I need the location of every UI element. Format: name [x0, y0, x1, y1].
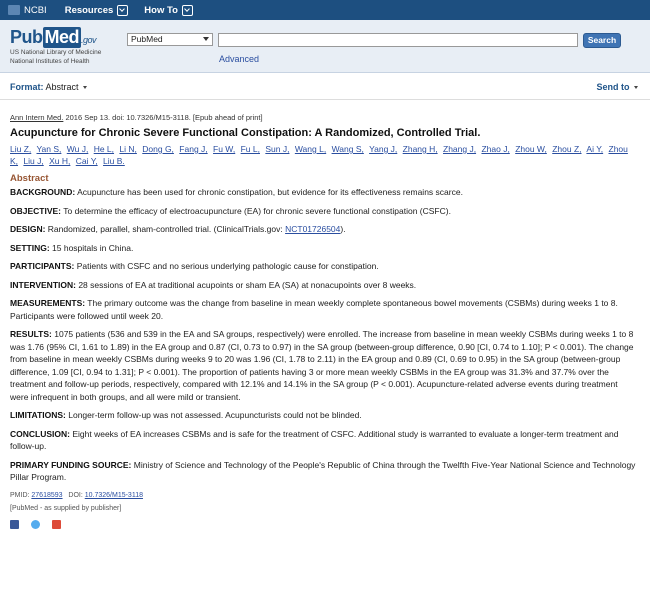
abstract-section [10, 260, 638, 273]
citation [10, 113, 638, 122]
search-input[interactable] [218, 33, 578, 47]
abstract-section [10, 205, 638, 218]
logo-gov: .gov [81, 35, 97, 45]
section-text: Ministry of Science and Technology of the People's Republic of China through the Twelfth Five-Year National Science and Technology Pillar Program. [10, 459, 636, 482]
section-text: 1075 patients (536 and 539 in the EA and SA groups, respectively) were enrolled. The increase from baseline in mean weekly CSBMs during weeks 1 to 8 was 1.76 (95% CI, 1.61 to 1.89) in the EA group and 0.87 (CI, 0.73 to 0.97) in the SA group (between-group difference, 0.90 [CI, 0.74 to 1.10]; P < 0.001). The change from baseline in mean weekly CSBMs during weeks 9 to 20 was 1.96 (CI, 1.78 to 2.11) in the EA group and 0.89 (CI, 0.69 to 0.95) in the SA group (between-group difference, 1.09 [CI, 0.94 to 1.31]; P < 0.001). The proportion of patients having 3 or more mean weekly CSBMs in the EA group was 31.3% and 37.7% over the treatment and follow-up periods, respectively, compared with 12.1% and 14.1% in the SA group (P < 0.001). Acupuncture-related adverse events during treatment were infrequent in both groups, and all were mild or transient. [10, 329, 634, 402]
logo-med: Med [44, 27, 79, 47]
section-label: DESIGN: [10, 224, 46, 234]
abstract-section [10, 428, 638, 453]
resources-menu[interactable] [65, 5, 129, 16]
format-bar [0, 73, 650, 100]
source-note: [PubMed - as supplied by publisher] [10, 504, 122, 512]
section-text: Acupuncture has been used for chronic constipation, but evidence for its effectiveness remains scarce. [75, 187, 463, 197]
section-label: SETTING: [10, 242, 50, 253]
abstract-section [10, 297, 638, 322]
author-link[interactable]: Liu Z, [10, 144, 32, 154]
logo-subtitle-1: US National Library of Medicine [10, 49, 102, 56]
abstract-body [10, 186, 638, 484]
author-link[interactable]: Fu L, [240, 144, 260, 154]
ncbi-logo[interactable] [8, 5, 47, 16]
resources-label: Resources [64, 4, 114, 16]
citation-details: 2016 Sep 13. doi: 10.7326/M15-3118. [Epub ahead of print] [63, 113, 263, 122]
format-value: Abstract [45, 82, 79, 92]
google-plus-icon[interactable] [52, 520, 61, 529]
abstract-section [10, 409, 638, 422]
abstract-section [10, 242, 638, 255]
chevron-down-icon [117, 5, 128, 16]
section-label: PARTICIPANTS: [10, 261, 75, 271]
abstract-section [10, 459, 638, 484]
section-text: The primary outcome was the change from baseline in mean weekly complete spontaneous bowel movements (CSBMs) during weeks 1 to 8. Participants were followed until week 20. [10, 298, 618, 321]
author-link[interactable]: Li N, [119, 144, 137, 154]
author-link[interactable]: Zhao J, [481, 144, 510, 154]
section-text: Randomized, parallel, sham-controlled trial. (ClinicalTrials.gov: [45, 224, 286, 234]
author-link[interactable]: Yan S, [36, 144, 62, 154]
ncbi-icon [8, 5, 20, 15]
author-link[interactable]: Xu H, [49, 156, 71, 166]
pubmed-header [0, 20, 650, 73]
trial-registry-link[interactable]: NCT01726504 [285, 224, 341, 234]
author-link[interactable]: He L, [93, 144, 115, 154]
identifiers [10, 492, 638, 499]
howto-menu[interactable] [144, 5, 193, 16]
journal-link[interactable]: Ann Intern Med. [10, 113, 64, 122]
section-text: 15 hospitals in China. [49, 242, 134, 253]
section-text: Longer-term follow-up was not assessed. Acupuncturists could not be blinded. [65, 410, 362, 420]
abstract-heading: Abstract [10, 173, 49, 184]
section-text-after: ). [340, 224, 346, 234]
database-select-value: PubMed [131, 34, 163, 44]
author-list [10, 143, 638, 167]
author-link[interactable]: Fu W, [213, 144, 236, 154]
howto-label: How To [144, 4, 178, 16]
section-label: MEASUREMENTS: [10, 298, 86, 308]
format-selector[interactable] [10, 82, 87, 92]
ncbi-label: NCBI [24, 4, 47, 16]
database-select[interactable] [127, 33, 213, 46]
doi-label: DOI: [68, 491, 85, 499]
article-title: Acupuncture for Chronic Severe Functional Constipation: A Randomized, Controlled Trial. [10, 127, 481, 139]
article-content [10, 113, 638, 529]
share-buttons [10, 520, 638, 529]
twitter-icon[interactable] [31, 520, 40, 529]
section-text: To determine the efficacy of electroacupuncture (EA) for chronic severe functional constipation (CSFC). [61, 205, 451, 216]
author-link[interactable]: Wu J, [66, 144, 89, 154]
send-to-label: Send to [596, 82, 630, 92]
section-label: CONCLUSION: [10, 428, 70, 439]
author-link[interactable]: Zhou Z, [552, 144, 582, 154]
author-link[interactable]: Yang J, [369, 144, 398, 154]
section-label: PRIMARY FUNDING SOURCE: [10, 459, 132, 470]
pubmed-logo[interactable] [10, 27, 101, 66]
advanced-search-link[interactable]: Advanced [219, 54, 260, 64]
section-label: INTERVENTION: [10, 279, 76, 290]
author-link[interactable]: Zhang J, [443, 144, 477, 154]
section-text: 28 sessions of EA at traditional acupoints or sham EA (SA) at nonacupoints over 8 weeks. [75, 279, 417, 290]
author-link[interactable]: Liu B. [103, 156, 125, 166]
doi-link[interactable]: 10.7326/M15-3118 [84, 491, 143, 499]
pmid-label: PMID: [10, 491, 32, 499]
logo-pub: Pub [10, 27, 43, 47]
abstract-section [10, 223, 638, 236]
pmid-link[interactable]: 27618593 [31, 491, 63, 499]
author-link[interactable]: Cai Y, [75, 156, 98, 166]
section-text: Patients with CSFC and no serious underlying pathologic cause for constipation. [74, 261, 379, 271]
search-button[interactable]: Search [583, 33, 621, 48]
abstract-section [10, 186, 638, 199]
section-label: LIMITATIONS: [10, 410, 66, 420]
send-to-menu[interactable] [596, 82, 638, 92]
author-link[interactable]: Fang J, [179, 144, 208, 154]
author-link[interactable]: Dong G, [142, 144, 174, 154]
logo-subtitle-2: National Institutes of Health [10, 58, 90, 65]
author-link[interactable]: Zhou W, [515, 144, 547, 154]
section-label: RESULTS: [10, 329, 52, 339]
section-text: Eight weeks of EA increases CSBMs and is safe for the treatment of CSFC. Additional study is warranted to evaluate a longer-term treatment and follow-up. [10, 428, 619, 451]
author-link[interactable]: Wang L, [294, 144, 327, 154]
author-link[interactable]: Zhang H, [402, 144, 438, 154]
chevron-down-icon [182, 5, 193, 16]
caret-down-icon [83, 86, 87, 89]
author-link[interactable]: Liu J, [23, 156, 44, 166]
abstract-section [10, 328, 638, 403]
caret-down-icon [634, 86, 638, 89]
author-link[interactable]: Sun J, [265, 144, 290, 154]
author-link[interactable]: Zhou K, [10, 144, 628, 166]
facebook-icon[interactable] [10, 520, 19, 529]
author-link[interactable]: Wang S, [331, 144, 364, 154]
section-label: BACKGROUND: [10, 187, 76, 197]
author-link[interactable]: Ai Y, [586, 144, 604, 154]
dropdown-arrow-icon [203, 37, 209, 41]
format-label: Format: [10, 82, 44, 92]
section-label: OBJECTIVE: [10, 205, 62, 216]
abstract-section [10, 279, 638, 292]
ncbi-topbar [0, 0, 650, 20]
